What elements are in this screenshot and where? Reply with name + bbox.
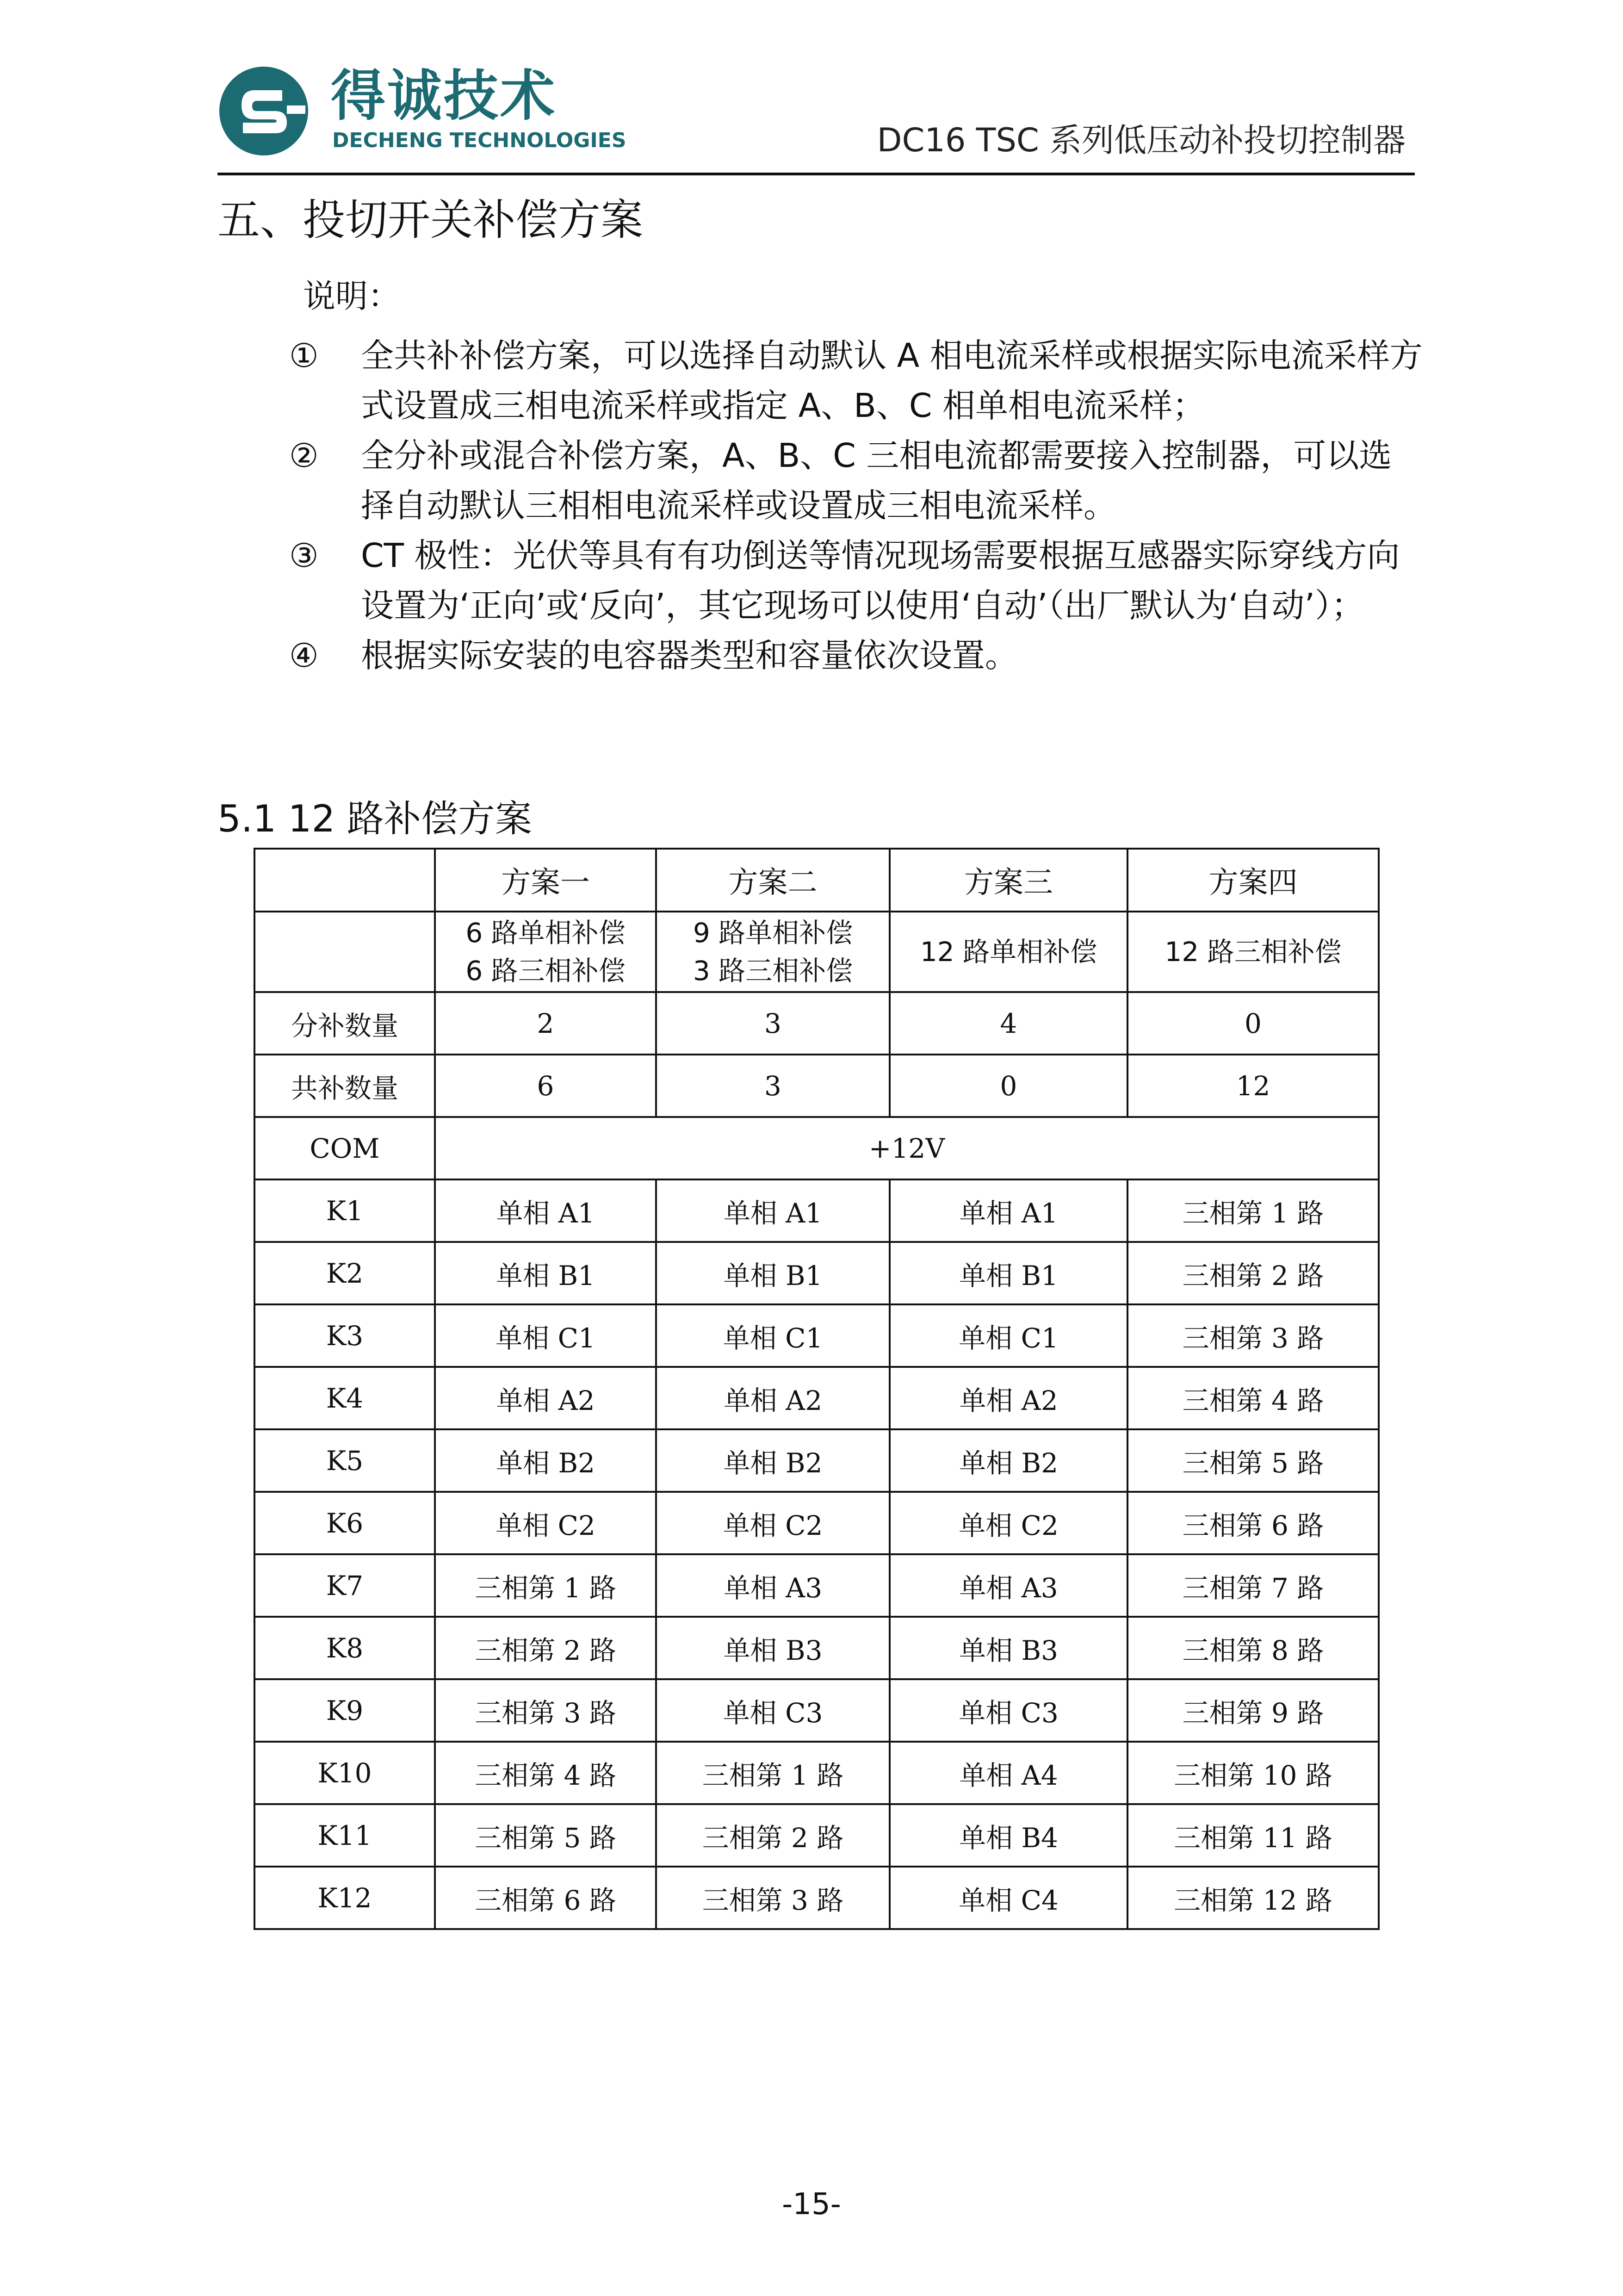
table-row [254, 1679, 1379, 1742]
table-cell: 三相第 5 路 [435, 1804, 656, 1867]
table-cell: 三相第 6 路 [435, 1867, 656, 1929]
row-label: K9 [254, 1679, 435, 1742]
scheme-description-line: 9 路单相补偿 [693, 917, 853, 949]
note-number: ④ [289, 636, 319, 675]
table-cell: 三相第 1 路 [656, 1742, 890, 1804]
table-cell: 单相 B1 [890, 1242, 1127, 1304]
table-cell: 0 [890, 1055, 1127, 1117]
table-cell: 单相 C1 [890, 1304, 1127, 1367]
table-row [254, 1867, 1379, 1929]
table-cell: 单相 C1 [435, 1304, 656, 1367]
company-logo [217, 65, 625, 167]
scheme-description-line: 12 路单相补偿 [920, 936, 1097, 968]
table-cell: 三相第 1 路 [1127, 1179, 1379, 1242]
row-label: K3 [254, 1304, 435, 1367]
row-label: K5 [254, 1429, 435, 1492]
row-label: K6 [254, 1492, 435, 1554]
table-cell: 三相第 2 路 [656, 1804, 890, 1867]
table-cell [254, 912, 435, 992]
table-cell: 单相 B2 [890, 1429, 1127, 1492]
scheme-description-line: 3 路三相补偿 [693, 955, 853, 987]
scheme-header: 方案四 [1127, 849, 1379, 912]
logo-chinese-name: 得诚技术 [331, 64, 557, 128]
scheme-description-line: 12 路三相补偿 [1165, 936, 1342, 968]
table-cell: 12 [1127, 1055, 1379, 1117]
table-cell: 三相第 1 路 [435, 1554, 656, 1617]
row-label: 共补数量 [254, 1055, 435, 1117]
note-text: CT 极性：光伏等具有有功倒送等情况现场需要根据互感器实际穿线方向设置为‘正向’或‘反向’，其它现场可以使用‘自动’（出厂默认为‘自动’）； [361, 536, 1400, 625]
table-cell: 三相第 5 路 [1127, 1429, 1379, 1492]
note-item [289, 631, 1423, 681]
row-label: K11 [254, 1804, 435, 1867]
table-row [254, 1804, 1379, 1867]
subsection-title: 5.1 12 路补偿方案 [217, 797, 532, 840]
table-row [254, 1367, 1379, 1429]
note-number: ③ [289, 536, 319, 575]
table-cell: 0 [1127, 992, 1379, 1055]
table-row [254, 1055, 1379, 1117]
scheme-header: 方案一 [435, 849, 656, 912]
table-cell: 单相 B4 [890, 1804, 1127, 1867]
table-cell: 4 [890, 992, 1127, 1055]
logo-english-name: DECHENG TECHNOLOGIES [332, 129, 626, 152]
table-cell: 单相 B2 [656, 1429, 890, 1492]
page-number: -15- [782, 2187, 841, 2222]
table-cell: 单相 A3 [656, 1554, 890, 1617]
table-cell: 单相 B3 [890, 1617, 1127, 1679]
table-cell: 三相第 10 路 [1127, 1742, 1379, 1804]
note-text: 全共补补偿方案，可以选择自动默认 A 相电流采样或根据实际电流采样方式设置成三相电流采样或指定 A、B、C 相单相电流采样； [361, 336, 1423, 425]
table-cell: +12V [435, 1117, 1379, 1179]
note-label: 说明： [303, 277, 400, 315]
table-cell: 单相 A3 [890, 1554, 1127, 1617]
table-cell: 单相 A4 [890, 1742, 1127, 1804]
row-label: K10 [254, 1742, 435, 1804]
table-cell: 三相第 3 路 [656, 1867, 890, 1929]
table-row [254, 1117, 1379, 1179]
scheme-header: 方案三 [890, 849, 1127, 912]
row-label: K1 [254, 1179, 435, 1242]
table-row [254, 1429, 1379, 1492]
table-cell: 3 [656, 1055, 890, 1117]
table-cell: 单相 C2 [656, 1492, 890, 1554]
table-cell: 三相第 2 路 [1127, 1242, 1379, 1304]
table-cell: 单相 B3 [656, 1617, 890, 1679]
row-label: 分补数量 [254, 992, 435, 1055]
scheme-description [1127, 912, 1379, 992]
table-cell: 三相第 7 路 [1127, 1554, 1379, 1617]
table-row [254, 1554, 1379, 1617]
table-cell: 单相 A2 [435, 1367, 656, 1429]
table-cell: 单相 A1 [435, 1179, 656, 1242]
table-cell: 单相 C4 [890, 1867, 1127, 1929]
row-label: K4 [254, 1367, 435, 1429]
table-header-row [254, 849, 1379, 912]
table-cell: 单相 C3 [656, 1679, 890, 1742]
table-cell: 三相第 12 路 [1127, 1867, 1379, 1929]
note-item [289, 331, 1423, 431]
table-cell: 单相 C1 [656, 1304, 890, 1367]
note-number: ② [289, 436, 319, 475]
note-text: 根据实际安装的电容器类型和容量依次设置。 [361, 636, 1018, 675]
table-cell: 三相第 4 路 [435, 1742, 656, 1804]
table-cell: 单相 B2 [435, 1429, 656, 1492]
table-cell: 单相 B1 [656, 1242, 890, 1304]
scheme-description-line: 6 路单相补偿 [465, 917, 626, 949]
table-cell: 三相第 8 路 [1127, 1617, 1379, 1679]
scheme-description-line: 6 路三相补偿 [465, 955, 626, 987]
table-header-blank [254, 849, 435, 912]
table-row [254, 1179, 1379, 1242]
scheme-description [656, 912, 890, 992]
row-label: K7 [254, 1554, 435, 1617]
row-label: K2 [254, 1242, 435, 1304]
table-cell: 三相第 11 路 [1127, 1804, 1379, 1867]
table-cell: 2 [435, 992, 656, 1055]
row-label: K12 [254, 1867, 435, 1929]
decheng-logo-icon [217, 65, 310, 157]
table-row [254, 1242, 1379, 1304]
scheme-header: 方案二 [656, 849, 890, 912]
table-cell: 三相第 9 路 [1127, 1679, 1379, 1742]
table-cell: 3 [656, 992, 890, 1055]
scheme-description [890, 912, 1127, 992]
scheme-description [435, 912, 656, 992]
scheme-description-row [254, 912, 1379, 992]
table-cell: 单相 C2 [435, 1492, 656, 1554]
note-number: ① [289, 336, 319, 375]
table-row [254, 1617, 1379, 1679]
table-cell: 单相 C2 [890, 1492, 1127, 1554]
document-title: DC16 TSC 系列低压动补投切控制器 [877, 121, 1406, 159]
table-row [254, 992, 1379, 1055]
notes-list [289, 331, 1423, 681]
table-cell: 三相第 4 路 [1127, 1367, 1379, 1429]
row-label: K8 [254, 1617, 435, 1679]
compensation-scheme-table [254, 848, 1380, 1930]
table-cell: 6 [435, 1055, 656, 1117]
table-cell: 单相 A1 [890, 1179, 1127, 1242]
note-item [289, 431, 1423, 531]
table-cell: 单相 C3 [890, 1679, 1127, 1742]
table-cell: 三相第 3 路 [435, 1679, 656, 1742]
table-row [254, 1742, 1379, 1804]
note-text: 全分补或混合补偿方案，A、B、C 三相电流都需要接入控制器，可以选择自动默认三相相电流采样或设置成三相电流采样。 [361, 436, 1392, 525]
table-cell: 单相 A2 [656, 1367, 890, 1429]
table-cell: 单相 A1 [656, 1179, 890, 1242]
table-row [254, 1492, 1379, 1554]
header-divider [217, 173, 1415, 175]
table-cell: 单相 A2 [890, 1367, 1127, 1429]
table-cell: 三相第 3 路 [1127, 1304, 1379, 1367]
table-cell: 单相 B1 [435, 1242, 656, 1304]
table-row [254, 1304, 1379, 1367]
table-cell: 三相第 2 路 [435, 1617, 656, 1679]
section-title: 五、投切开关补偿方案 [217, 195, 644, 245]
note-item [289, 531, 1423, 631]
table-cell: 三相第 6 路 [1127, 1492, 1379, 1554]
row-label: COM [254, 1117, 435, 1179]
